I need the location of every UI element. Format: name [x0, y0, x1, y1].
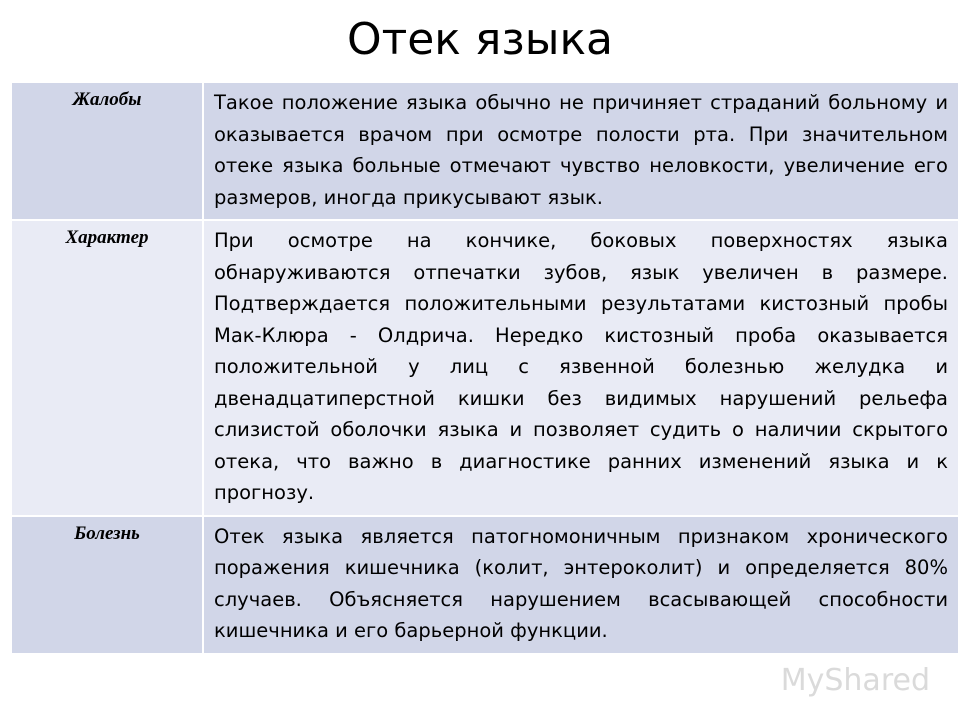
row-label: Характер	[12, 220, 203, 516]
table-row-character	[12, 220, 959, 516]
watermark-logo: MyShared	[780, 663, 930, 698]
row-text: Такое положение языка обычно не причиняет страданий больному и оказывается врачом при осмотре полости рта. При значительном отеке языка больные отмечают чувство неловкости, увеличение его размеров, иногда прикусывают язык.	[203, 83, 959, 220]
row-label: Жалобы	[12, 83, 203, 220]
table-row-complaints	[12, 83, 959, 220]
row-text: Отек языка является патогномоничным признаком хронического поражения кишечника (колит, энтероколит) и определяется 80% случаев. Объясняется нарушением всасывающей способности кишечника и его барьерной функции.	[203, 516, 959, 654]
info-table	[12, 83, 960, 655]
row-text: При осмотре на кончике, боковых поверхностях языка обнаруживаются отпечатки зубов, язык увеличен в размере. Подтверждается положительными результатами кистозный пробы Мак-Клюра - Олдрича. Нередко кистозный проба оказывается положительной у лиц с язвенной болезнью желудка и двенадцатиперстной кишки без видимых нарушений рельефа слизистой оболочки языка и позволяет судить о наличии скрытого отека, что важно в диагностике ранних изменений языка и к прогнозу.	[203, 220, 959, 516]
table-row-disease	[12, 516, 959, 654]
row-label: Болезнь	[12, 516, 203, 654]
slide-title: Отек языка	[346, 14, 614, 65]
